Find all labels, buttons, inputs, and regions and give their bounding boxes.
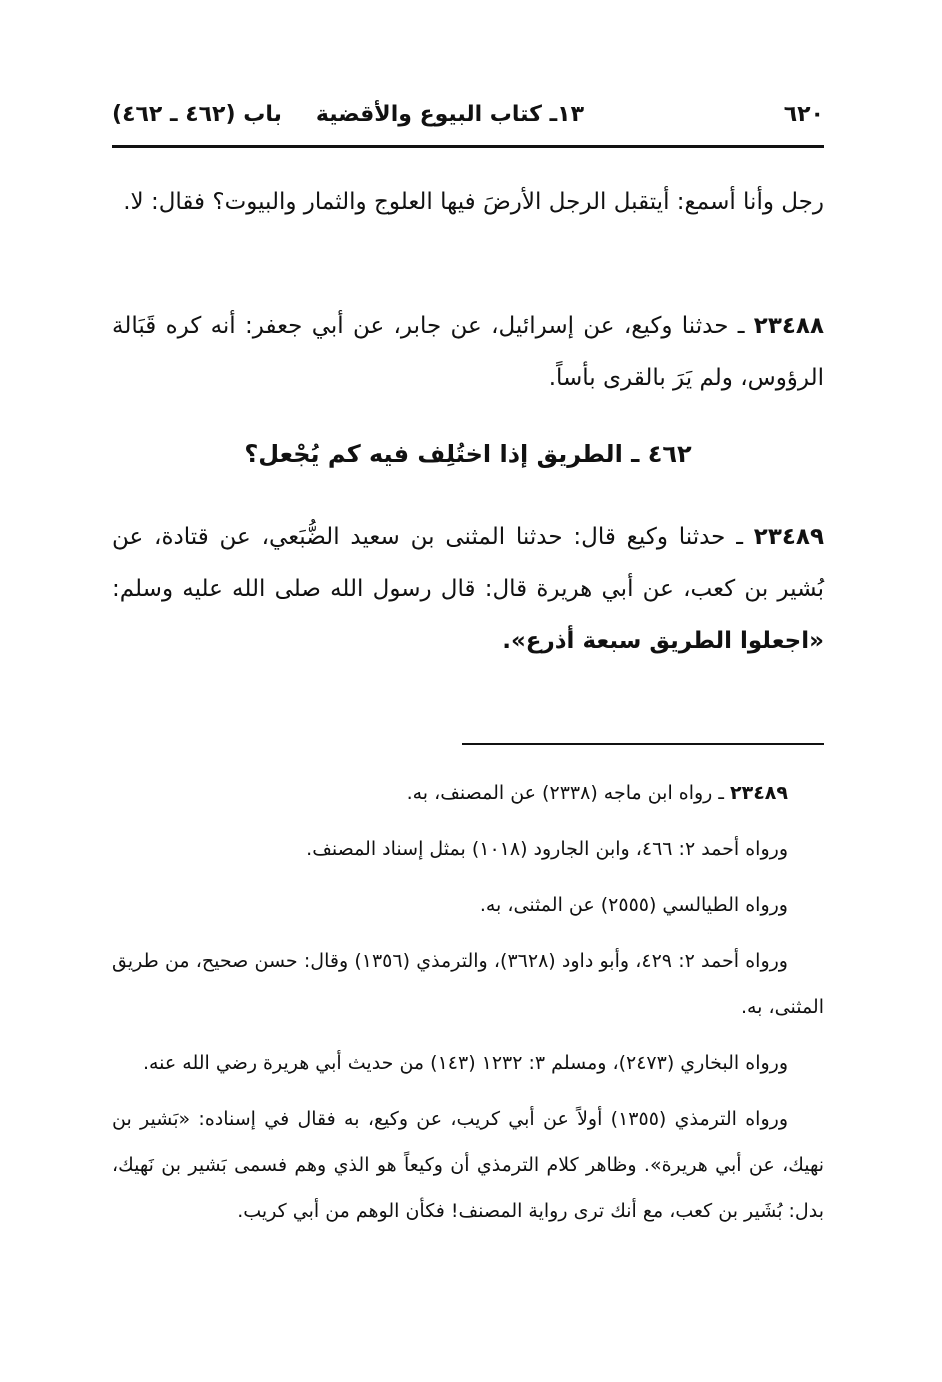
header-divider [112,145,824,148]
hadith-text: ـ حدثنا وكيع قال: حدثنا المثنى بن سعيد الضُّبَعي، عن قتادة، عن بُشير بن كعب، عن أبي هريرة قال: قال رسول الله صلى الله عليه وسلم: [112,524,824,602]
footnote-divider [462,743,824,745]
footnote-text: ورواه الترمذي (١٣٥٥) أولاً عن أبي كريب، عن وكيع، به فقال في إسناده: «بَشير بن نهيك، عن أبي هريرة». وظاهر كلام الترمذي أن وكيعاً هو الذي وهم فسمى بَشير بن نَهيك، بدل: بُشَير بن كعب، مع أنك ترى رواية المصنف! فكأن الوهم من أبي كريب. [112,1108,824,1222]
footnote-text: ورواه البخاري (٢٤٧٣)، ومسلم ٣: ١٢٣٢ (١٤٣) من حديث أبي هريرة رضي الله عنه. [142,1052,788,1074]
hadith-23489 [112,511,824,667]
hadith-text: ـ حدثنا وكيع، عن إسرائيل، عن جابر، عن أبي جعفر: أنه كره قَبَالة الرؤوس، ولم يَرَ بالقرى بأساً. [112,313,824,391]
paragraph-text: رجل وأنا أسمع: أيتقبل الرجل الأرضَ فيها العلوج والثمار والبيوت؟ فقال: لا. [123,189,824,215]
footnote-text: ورواه الطيالسي (٢٥٥٥) عن المثنى، به. [479,894,788,916]
footnote-text: ورواه أحمد ٢: ٤٢٩، وأبو داود (٣٦٢٨)، والترمذي (١٣٥٦) وقال: حسن صحيح، من طريق المثنى، به. [112,950,824,1018]
footnotes [112,770,824,1244]
footnote-number: ٢٣٤٨٩ [730,782,788,804]
footnote [112,1096,824,1234]
footnote-text: ـ رواه ابن ماجه (٢٣٣٨) عن المصنف، به. [406,782,724,804]
footnote [112,1040,824,1086]
chapter-range: باب (٤٦٢ ـ ٤٦٢) [112,102,282,127]
chapter-title: ٤٦٢ ـ الطريق إذا اختُلِف فيه كم يُجْعل؟ [244,440,692,468]
hadith-number: ٢٣٤٨٩ [753,524,824,550]
hadith-quote: «اجعلوا الطريق سبعة أذرع». [502,628,824,654]
page-header [112,102,824,138]
hadith-23488 [112,300,824,404]
footnote [112,882,824,928]
footnote-text: ورواه أحمد ٢: ٤٦٦، وابن الجارود (١٠١٨) بمثل إسناد المصنف. [306,838,788,860]
footnote [112,938,824,1030]
footnote [112,770,824,816]
continued-paragraph [112,176,824,228]
book-title: ١٣ـ كتاب البيوع والأقضية [315,102,584,127]
footnote [112,826,824,872]
hadith-number: ٢٣٤٨٨ [753,313,824,339]
page-number: ٦٢٠ [783,102,824,127]
